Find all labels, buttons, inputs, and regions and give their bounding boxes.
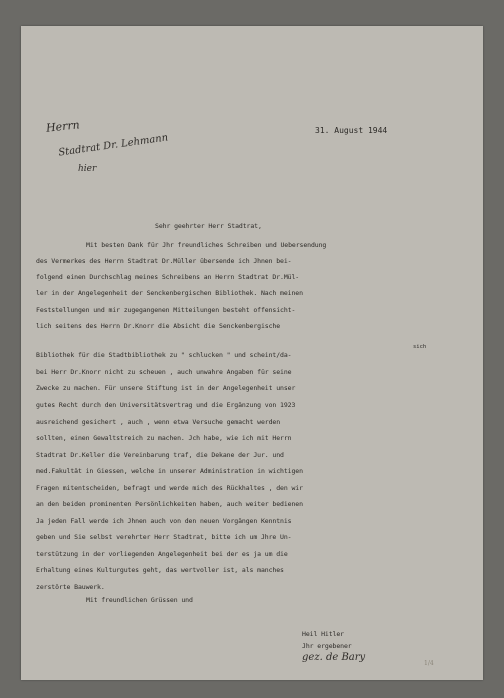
body-line: terstützung in der vorliegenden Angelegenheit bei der es ja um die	[36, 550, 288, 558]
body-line: Feststellungen und mir zugegangenen Mitteilungen besteht offensicht-	[36, 306, 296, 314]
body-line: Fragen mitentscheiden, befragt und werde mich des Rückhaltes , den wir	[36, 484, 303, 492]
body-line: ler in der Angelegenheit der Senckenbergischen Bibliothek. Nach meinen	[36, 289, 303, 297]
address-line-1: Herrn	[45, 118, 81, 135]
body-line: bei Herr Dr.Knorr nicht zu scheuen , auch unwahre Angaben für seine	[36, 368, 292, 376]
sign-line-1: Heil Hitler	[302, 630, 344, 638]
margin-mark: 1/4	[424, 660, 434, 667]
body-line: sollten, einen Gewaltstreich zu machen. Jch habe, wie ich mit Herrn	[36, 434, 292, 442]
address-line-2: Stadtrat Dr. Lehmann	[57, 132, 169, 159]
body-line: Mit besten Dank für Jhr freundliches Schreiben und Uebersendung	[86, 241, 327, 249]
body-line: des Vermerkes des Herrn Stadtrat Dr.Müller übersende ich Jhnen bei-	[36, 257, 292, 265]
salutation: Sehr geehrter Herr Stadtrat,	[155, 222, 262, 230]
body-line: an den beiden prominenten Persönlichkeiten haben, auch weiter bedienen	[36, 500, 303, 508]
body-line: folgend einen Durchschlag meines Schreibens an Herrn Stadtrat Dr.Mül-	[36, 273, 300, 281]
body-line: gutes Recht durch den Universitätsvertrag und die Ergänzung von 1923	[36, 401, 296, 409]
insertion-mark: sich	[413, 344, 427, 350]
body-line: zerstörte Bauwerk.	[36, 583, 105, 591]
address-line-3: hier	[78, 164, 97, 174]
body-line: Stadtrat Dr.Keller die Vereinbarung traf, die Dekane der Jur. und	[36, 451, 284, 459]
body-line: Erhaltung eines Kulturgutes geht, das wertvoller ist, als manches	[36, 566, 284, 574]
body-line: lich seitens des Herrn Dr.Knorr die Absicht die Senckenbergische	[36, 322, 281, 330]
closing-line: Mit freundlichen Grüssen und	[86, 596, 193, 604]
letter-date: 31. August 1944	[315, 126, 388, 135]
sign-line-2: Jhr ergebener	[302, 642, 352, 650]
signature: gez. de Bary	[302, 652, 366, 663]
body-line: Bibliothek für die Stadtbibliothek zu " schlucken " und scheint/da-	[36, 351, 292, 359]
body-line: Zwecke zu machen. Für unsere Stiftung ist in der Angelegenheit unser	[36, 384, 296, 392]
body-line: ausreichend gesichert , auch , wenn etwa Versuche gemacht werden	[36, 418, 281, 426]
body-line: med.Fakultät in Giessen, welche in unserer Administration in wichtigen	[36, 467, 303, 475]
body-line: Ja jeden Fall werde ich Jhnen auch von den neuen Vorgängen Kenntnis	[36, 517, 292, 525]
body-line: geben und Sie selbst verehrter Herr Stadtrat, bitte ich um Jhre Un-	[36, 533, 292, 541]
